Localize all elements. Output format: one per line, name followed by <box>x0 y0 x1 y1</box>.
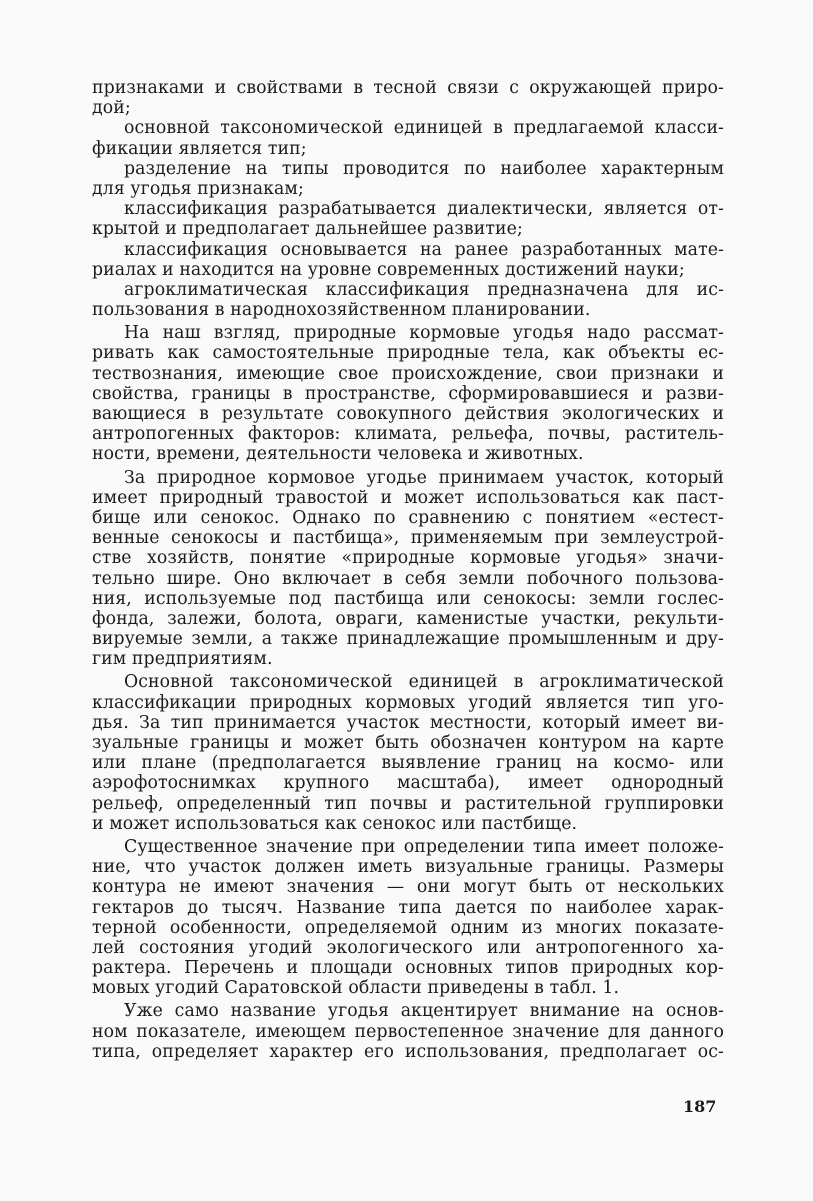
text-line: ном показателе, имеющем первостепенное значение для данного <box>92 1021 724 1042</box>
text-line: тельно шире. Оно включает в себя земли побочного пользова- <box>92 568 724 589</box>
text-line: имеет природный травостой и может использоваться как паст- <box>92 487 724 508</box>
text-line: классификация разрабатывается диалектически, является от- <box>124 199 724 220</box>
text-line: и может использоваться как сенокос или пастбище. <box>92 813 578 834</box>
text-line: стве хозяйств, понятие «природные кормовые угодья» значи- <box>92 548 724 569</box>
paragraph <box>92 837 724 999</box>
text-line: агроклиматическая классификация предназначена для ис- <box>124 279 724 300</box>
text-line: риалах и находится на уровне современных достижений науки; <box>92 259 685 280</box>
text-line: контура не имеют значения — они могут быть от нескольких <box>92 877 724 898</box>
text-line: Основной таксономической единицей в агроклиматической <box>124 672 724 693</box>
text-line: крытой и предполагает дальнейшее развитие; <box>92 219 523 240</box>
text-line: вающиеся в результате совокупного действия экологических и <box>92 404 724 424</box>
text-line: мовых угодий Саратовской области приведены в табл. 1. <box>92 978 620 999</box>
list-item <box>92 240 724 280</box>
text-line: классификации природных кормовых угодий является тип уго- <box>92 692 724 713</box>
page-number: 187 <box>683 1097 717 1116</box>
text-line: дой; <box>92 98 131 119</box>
text-line: рактера. Перечень и площади основных типов природных кор- <box>92 958 724 979</box>
text-line: антропогенных факторов: климата, рельефа, почвы, раститель- <box>92 424 724 445</box>
paragraph <box>92 672 724 834</box>
text-line: для угодья признакам; <box>92 178 304 199</box>
text-line: классификация основывается на ранее разработанных мате- <box>124 239 724 260</box>
text-line: фикации является тип; <box>92 138 307 159</box>
page-body <box>92 78 724 1062</box>
paragraph <box>92 1001 724 1062</box>
text-line: венные сенокосы и пастбища», применяемым при землеустрой- <box>92 528 724 549</box>
paragraph <box>92 323 724 464</box>
text-line: На наш взгляд, природные кормовые угодья надо рассмат- <box>124 323 724 344</box>
text-line: рельеф, определенный тип почвы и растительной группировки <box>92 793 724 814</box>
text-line: гим предприятиям. <box>92 649 273 670</box>
list-item <box>92 118 724 158</box>
text-line: дья. За тип принимается участок местности, который имеет ви- <box>92 712 724 733</box>
text-line: бище или сенокос. Однако по сравнению с понятием «естест- <box>92 507 724 528</box>
text-line: ности, времени, деятельности человека и животных. <box>92 444 584 465</box>
text-line: фонда, залежи, болота, овраги, каменистые участки, рекульти- <box>92 608 724 629</box>
text-line: терной особенности, определяемой одним из многих показате- <box>92 917 724 938</box>
text-line: пользования в народнохозяйственном планировании. <box>92 300 591 321</box>
text-line: ния, используемые под пастбища или сенокосы: земли гослес- <box>92 588 724 609</box>
text-line: лей состояния угодий экологического или антропогенного ха- <box>92 937 724 958</box>
text-line: вируемые земли, а также принадлежащие промышленным и дру- <box>92 629 724 650</box>
text-line: разделение на типы проводится по наиболее характерным <box>124 158 724 179</box>
list-item <box>92 280 724 320</box>
text-line: основной таксономической единицей в предлагаемой класси- <box>124 118 724 139</box>
paragraph <box>92 468 724 670</box>
list-item <box>92 199 724 239</box>
text-line: гектаров до тысяч. Название типа дается по наиболее харак- <box>92 897 724 918</box>
text-line: ние, что участок должен иметь визуальные границы. Размеры <box>92 857 724 878</box>
list-item <box>92 159 724 199</box>
text-line: аэрофотоснимках крупного масштаба), имеет однородный <box>92 773 724 794</box>
text-line: За природное кормовое угодье принимаем участок, который <box>124 467 724 488</box>
text-line: Существенное значение при определении типа имеет положе- <box>124 836 724 857</box>
list-item <box>92 78 724 118</box>
text-line: свойства, границы в пространстве, сформировавшиеся и разви- <box>92 383 724 404</box>
text-line: типа, определяет характер его использования, предполагает ос- <box>92 1041 724 1062</box>
text-line: зуальные границы и может быть обозначен контуром на карте <box>92 733 724 753</box>
text-line: Уже само название угодья акцентирует внимание на основ- <box>124 1001 724 1022</box>
text-line: признаками и свойствами в тесной связи с окружающей приро- <box>92 78 724 98</box>
text-line: тествознания, имеющие свое происхождение, свои признаки и <box>92 363 724 384</box>
text-line: ривать как самостоятельные природные тела, как объекты ес- <box>92 343 724 364</box>
text-line: или плане (предполагается выявление границ на космо- или <box>92 753 724 774</box>
